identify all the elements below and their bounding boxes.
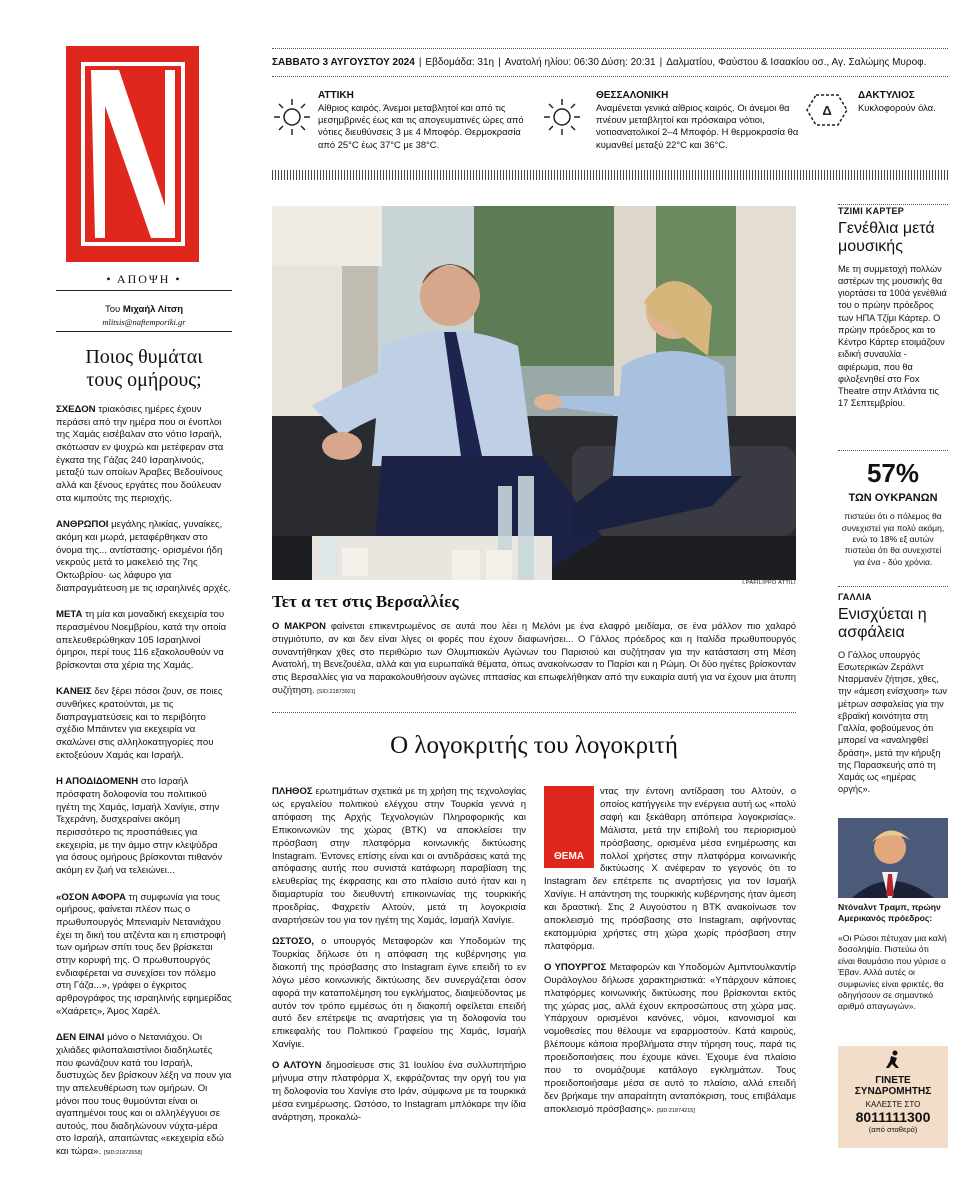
carter-item: ΤΖΙΜΙ ΚΑΡΤΕΡ Γενέθλια μετά μουσικής Με τη συμμετοχή πολλών αστέρων της μουσικής θα γιορτάσει τα 100ά γενέθλιά του ο πρώην πρόεδρος των ΗΠΑ Τζίμι Κάρτερ. Ο πρώην πρόεδρος και το Κέντρο Κάρτερ ετοιμάζουν ειδική συναυλία - αφιέρωμα, που θα φιλοξενηθεί στο Fox Theatre στην Ατλάντα τις 17 Σεπτεμβρίου. <box>838 206 947 409</box>
paragraph-text: τη μία και μοναδική εκεχειρία του περασμένου Νοεμβρίου, κατά την οποία απελευθερώθηκαν 105 Ισραηλινοί όμηροι, περί τους 116 εξακολουθούν να βρίσκονται στα χέρια της Χαμάς. <box>56 609 227 671</box>
france-item: ΓΑΛΛΙΑ Ενισχύεται η ασφάλεια Ο Γάλλος υπουργός Εσωτερικών Ζεράλντ Νταρμανέν ζήτησε, χθες, την «άμεση ενίσχυση» των μέτρων ασφαλείας για την εβραϊκή κοινότητα στη Γαλλία, φοβούμενος ότι μπορεί να «αναληφθεί δράση», μετά την κήρυξη της Παρασκευής από τη Χαμάς ως «ημέρας οργής». <box>838 592 947 795</box>
paragraph-text: δεν ξέρει πόσοι ζουν, σε ποιες συνθήκες κρατούνται, με τις διαπραγματεύσεις και το περιβόητο σχέδιο Μπάιντεν για εκεχειρία να σκαλώνει στις αλληλοκατηγορίες που εκτοξεύουν Χαμάς και Ισραήλ. <box>56 686 223 761</box>
paragraph <box>56 892 232 1019</box>
paragraph-lead: Ο ΥΠΟΥΡΓΟΣ <box>544 961 607 973</box>
subscribe-box[interactable]: ΓΙΝΕΤΕ ΣΥΝΔΡΟΜΗΤΗΣ ΚΑΛΕΣΤΕ ΣΤΟ 8011111300 (από σταθερό) <box>838 1046 948 1148</box>
paragraph-lead: ΩΣΤΟΣΟ, <box>272 935 315 947</box>
trump-photo <box>838 818 948 898</box>
trump-quote: Ντόναλντ Τραμπ, πρώην Αμερικανός πρόεδρος: «Οι Ρώσοι πέτυχαν μια καλή δοσοληψία. Πιστεύω ότι είναι θαυμάσιο που γύρισε ο Έβαν. Αλλά αυτές οι συμφωνίες είναι φρικτές, θα οδηγήσουν σε σημαντικό αριθμό απαγωγών». <box>838 902 947 1012</box>
paragraph-text: δημοσίευσε στις 31 Ιουλίου ένα συλλυπητήριο μήνυμα στην πλατφόρμα Χ, εκφράζοντας την οργή του για τη δολοφονία του Χανίγιε στο Ιράν, σύμφωνα με τα τουρκικά μέσα ενημέρωσης. Ωστόσο, το Instagram μπλόκαρε την ίδια ανάρτηση, προκαλώ- <box>272 1060 526 1123</box>
paragraph <box>56 776 232 877</box>
paragraph-text: στο Ισραήλ πρόσφατη δολοφονία του πολιτικού ηγέτη της Χαμάς, Ισμαήλ Χανίγιε, στην Τεχεράνη, δυσχεραίνει ακόμη περισσότερο τις προσπάθειες για εκεχειρία, με την άμμο στην κλεψύδρα για όσους ομήρους βρίσκονται πιθανόν ακόμη εν ζωή να τελειώνει... <box>56 776 223 876</box>
paragraph-lead: ΠΛΗΘΟΣ <box>272 786 313 797</box>
author-email[interactable]: mlitsis@naftemporiki.gr <box>102 317 186 327</box>
paragraph <box>272 1060 526 1125</box>
ring-road-icon <box>806 93 848 127</box>
badge-spacer <box>544 786 600 870</box>
section-label: • ΑΠΟΨΗ • <box>106 272 182 286</box>
divider <box>838 586 948 587</box>
newspaper-logo <box>66 46 199 262</box>
paragraph <box>544 786 796 954</box>
paragraph-lead: Ο ΑΛΤΟΥΝ <box>272 1060 322 1072</box>
sun-icon <box>272 97 312 137</box>
subscribe-phone[interactable]: 8011111300 <box>855 1109 931 1125</box>
news-photo <box>272 206 796 580</box>
article-title: Ο λογοκριτής του λογοκριτή <box>390 732 678 759</box>
paragraph <box>56 1032 232 1159</box>
paragraph-lead: «ΟΣΟΝ ΑΦΟΡΑ <box>56 891 126 903</box>
paragraph-text: ντας την έντονη αντίδραση του Αλτούν, ο οποίος κατήγγειλε την ενέργεια αυτή ως «πολύ σαφή και ξεκάθαρη απόπειρα λογοκρισίας». Μάλιστα, μετά την επιβολή του περιορισμού πρόσβασης, ορισμένα μέσα ενημέρωσης και πολλοί χρήστες στην πλατφόρμα κοινωνικής δικτύωσης Χ ανέφεραν το γεγονός ότι το Instagram δεν επέτρεπε τις αναρτήσεις για τον Ισμαήλ Χανίγιε. Η απάντηση της τουρκικής κυβέρνησης ήταν άμεση και δραστική. Στις 2 Αυγούστου η ΒΤΚ ανακοίνωσε τον αποκλεισμό της πρόσβασης στο Instagram, αφήνοντας εκατομμύρια χρήστες στη χώρα χωρίς πρόσβαση στην πλατφόρμα. <box>544 786 796 952</box>
opinion-body <box>56 404 232 1173</box>
paragraph <box>544 962 796 1117</box>
paragraph <box>272 936 526 1052</box>
ring-road-badge: Δ <box>822 103 832 118</box>
paragraph-lead: ΚΑΝΕΙΣ <box>56 686 92 698</box>
divider <box>838 204 948 205</box>
weather-attiki: ΑΤΤΙΚΗ Αίθριος καιρός. Άνεμοι μεταβλητοί και από τις μεσημβρινές έως και τις απογευματινές ώρες από νότιες διευθύνσεις 3 με 4 Μποφόρ. Θερμοκρασία από 25°C έως 37°C με 38°C. <box>318 90 524 150</box>
theme-badge: ΘΕΜΑ <box>544 786 594 868</box>
paragraph <box>272 786 526 928</box>
opinion-title: Ποιος θυμάται τους ομήρους; <box>85 346 203 391</box>
divider <box>56 331 232 332</box>
byline: Του Μιχαήλ Λίτση <box>104 304 184 315</box>
article-column-2 <box>544 786 796 1125</box>
divider <box>838 450 948 451</box>
paragraph-lead: ΜΕΤΑ <box>56 609 83 621</box>
paragraph-text: μόνο ο Νετανιάχου. Οι χιλιάδες φιλοπαλαιστίνιοι διαδηλωτές που φωνάζουν κατά του Ισραήλ, δυστυχώς δεν βρίσκουν λέξη να πουν για την απελευθέρωση των ομήρων. Οι μόνοι που τους θυμούνται είναι οι αγαπημένοι τους και οι αλληλέγγυοι σε αυτούς, που διαδηλώνουν νύχτα-μέρα στο Ισραήλ, απαιτώντας «εκεχειρία εδώ και τώρα». <box>56 1032 232 1158</box>
decorative-rule <box>272 170 948 180</box>
paragraph-text: Μεταφορών και Υποδομών Αμπντουλκαντίρ Ουράλογλου δήλωσε χαρακτηριστικά: «Υπάρχουν κάποιες πλατφόρμες κοινωνικής δικτύωσης που βρίσκονται εκτός της χώρας μας, αλλά έχουν εκπροσώπους στη χώρα μας. Υπάρχουν ορισμένοι κανόνες, νόμοι, κανονισμοί και νομοθεσίες που θέλουμε να εφαρμοστούν. Κατά καιρούς, βλέπουμε κάποια προβλήματα στην τήρηση τους, παρά τις προειδοποιήσεις που έχουμε κάνει. Έχουμε ένα πλαίσιο που το ονομάζουμε κατάλογο εγκλημάτων. Τους προειδοποιήσαμε μέσα σε αυτό το πλαίσιο, αλλά επειδή δεν βρήκαμε την απαραίτητη ανταπόκριση, τους επιβάλαμε αποκλεισμό πρόσβασης». <box>544 961 796 1115</box>
n-letter-icon <box>85 66 181 242</box>
paragraph-text: ερωτημάτων σχετικά με τη χρήση της τεχνολογίας ως εργαλείου πολιτικού ελέγχου στην Τουρκία γεννά η απόφαση της Αρχής Τεχνολογιών Πληροφορικής και Επικοινωνιών της χώρας (ΒΤΚ) να αποκλείσει την πρόσβαση στην πλατφόρμα κοινωνικής δικτύωσης Instagram. Έντονες επίσης είναι και οι αντιδράσεις κατά της απόφασης αυτής που συνιστά κατάφωρη παραβίαση της ελευθερίας της έκφρασης και στο πλαίσιο αυτό ήταν και η διαμαρτυρία του διευθυντή επικοινωνίας της τουρκικής προεδρίας, Φαχρετίν Αλτούν, μετά τη λογοκρισία αναρτήσεών του για τον ηγέτη της Χαμάς, Ισμαήλ Χανίγιε. <box>272 786 526 927</box>
divider <box>56 290 232 291</box>
weather-daktylios: ΔΑΚΤΥΛΙΟΣ Κυκλοφορούν όλα. <box>858 90 936 113</box>
divider <box>272 712 796 713</box>
date-weather-bar <box>272 48 948 170</box>
reference-id: [SID:21874215] <box>656 1107 695 1114</box>
paragraph-text: ο υπουργός Μεταφορών και Υποδομών της Τουρκίας δήλωσε ότι η απόφαση της κυβέρνησης για διακοπή της πρόσβασης στο Instagram έγινε επειδή το εν λόγω μέσο κοινωνικής δικτύωσης δεν συνεργάζεται όσον αφορά την καταπολέμηση του εγκλήματος, διαψεύδοντας με αυτόν τον τρόπο εμμέσως ότι η διακοπή οφείλεται επειδή αυτό δεν επέτρεψε τις αναρτήσεις για τη δολοφονία του επικεφαλής του Πολιτικού Γραφείου της Χαμάς, Ισμαήλ Χανίγιε. <box>272 935 526 1051</box>
paragraph <box>56 609 232 672</box>
paragraph <box>56 686 232 762</box>
paragraph-text: τριακόσιες ημέρες έχουν περάσει από την ημέρα που οι ένοπλοι της Χαμάς εισέβαλαν στο νότιο Ισραήλ, σκότωσαν εν ψυχρώ και μετέφεραν στα έγκατα της Γάζας 240 Ισραηλινούς, μεταξύ των οποίων Άραβες Βεδουίνους αλλά και ξένους εργάτες που δούλευαν στα κιμπούτς της περιοχής. <box>56 404 224 504</box>
weather-thessaloniki: ΘΕΣΣΑΛΟΝΙΚΗ Αναμένεται γενικά αίθριος καιρός. Οι άνεμοι θα πνέουν μεταβλητοί και πρόσκαιρα νότιοι, νοτιοανατολικοί 2–4 Μποφόρ. Η θερμοκρασία θα κυμανθεί μεταξύ 22°C και 36°C. <box>596 90 799 150</box>
paragraph-text: τη συμφωνία για τους ομήρους, φαίνεται πλέον πως ο πρωθυπουργός Μπενιαμίν Νετανιάχου έχει τη δική του ατζέντα και η επιστροφή των ομήρων σπίτι τους δεν βρίσκεται στην κορυφή της. Ο πρωθυπουργός ενδιαφέρεται να συνεχίσει τον πόλεμο στη Γάζα...», γράφει ο έγκριτος αρθρογράφος της ισραηλινής εφημερίδας «Χαάρετς», Άμος Χαρέλ. <box>56 891 232 1017</box>
photo-caption: Ο ΜΑΚΡΟΝ φαίνεται επικεντρωμένος σε αυτά που λέει η Μελόνι με ένα ελαφρό μειδίαμα, σε ένα μάλλον πιο χαλαρό στιγμιότυπο, αν και δεν είναι λίγες οι φορές που έχουν διαφωνήσει... Ο Γάλλος πρόεδρος και η Ιταλίδα πρωθυπουργός συναντήθηκαν χθες στο περιθώριο των Ολυμπιακών Αγώνων του Παρισιού και συζήτησαν για την κατάσταση στη Μέση Ανατολή, τη Βενεζουέλα, αλλά και για ευρωπαϊκά θέματα, όπως ανακοίνωσαν το Παρίσι και η Ρώμη. Οι δύο ηγέτες βρίσκονταν στις Βερσαλλίες για να παρακολουθήσουν αγώνες ιππασίας και επωφελήθηκαν από την ευκαιρία αυτή για να έχουν μια άτυπη συζήτηση. [SID:21873921] <box>272 620 797 695</box>
date-line: ΣΑΒΒΑΤΟ 3 ΑΥΓΟΥΣΤΟΥ 2024 | Εβδομάδα: 31η | Ανατολή ηλίου: 06:30 Δύση: 20:31 | Δαλματίου, Φαύστου & Ισαακίου οσ., Αγ. Σαλώμης Μυροφ. <box>272 57 927 68</box>
reference-id: [SID:21872658] <box>103 1150 143 1157</box>
sun-icon <box>542 97 582 137</box>
runner-icon <box>883 1050 903 1070</box>
paragraph-text: μεγάλης ηλικίας, γυναίκες, ακόμη και μωρά, μεταφέρθηκαν στο όνομα της... αντίστασης· ορισμένοι ήδη νεκρούς μετά το μακελειό της 7ης Οκτωβρίου· ως λάφυρο για διαπραγμάτευση με τις ισραηλινές αρχές. <box>56 519 231 594</box>
photo-credit: I.PAFILIPPO ATTILI <box>742 580 796 586</box>
ukraine-stat: 57% ΤΩΝ ΟΥΚΡΑΝΩΝ πιστεύει ότι ο πόλεμος θα συνεχιστεί για πολύ ακόμη, ενώ το 18% εξ αυτών πιστεύει ότι θα συνεχιστεί για ένα - δύο χρόνια. <box>841 458 945 567</box>
paragraph-lead: ΑΝΘΡΩΠΟΙ <box>56 519 109 531</box>
paragraph <box>56 404 232 505</box>
article-column-1 <box>272 786 526 1133</box>
paragraph <box>56 519 232 595</box>
photo-caption-title: Τετ α τετ στις Βερσαλλίες <box>272 592 459 611</box>
paragraph-lead: ΣΧΕΔΟΝ <box>56 404 96 415</box>
paragraph-lead: ΔΕΝ ΕΙΝΑΙ <box>56 1032 105 1044</box>
paragraph-lead: Η ΑΠΟΔΙΔΟΜΕΝΗ <box>56 776 139 788</box>
